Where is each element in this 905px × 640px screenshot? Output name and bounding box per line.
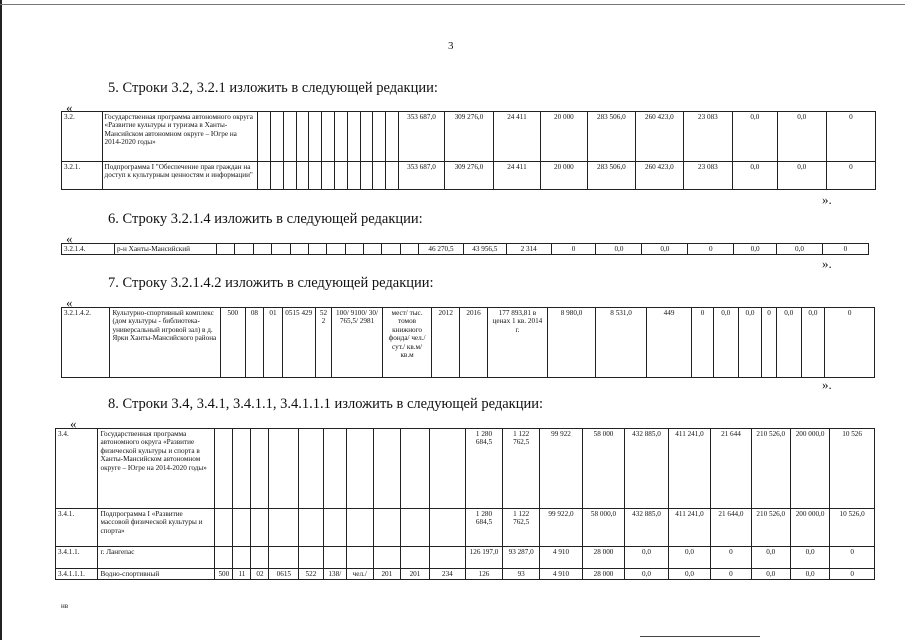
value-cell: 0,0 [732, 112, 777, 162]
row-name: р-н Ханты-Мансийский [115, 244, 217, 255]
value-cell: 58 000,0 [582, 509, 624, 547]
cell-c3: 02 [251, 569, 269, 580]
section-6-open-quote: « [66, 231, 73, 246]
cell-c6: 138/ [323, 569, 346, 580]
value-cell: 0 [692, 308, 714, 378]
value-cell: 0 [688, 244, 734, 255]
value-cell: 0 [822, 244, 868, 255]
value-cell: 0,0 [790, 547, 829, 569]
page-number: 3 [448, 40, 454, 52]
cell-c5: 52 2 [315, 308, 332, 378]
value-cell: 23 083 [683, 112, 732, 162]
value-cell: 0,0 [777, 112, 826, 162]
section-6-close-quote: ». [822, 256, 832, 271]
row-name: Государственная программа автономного округа «Развитие физической культуры и спорта в Ханты-Мансийском автономном округе – Югре на 2014-2020 годы» [98, 429, 215, 509]
value-cell: 353 687,0 [399, 112, 445, 162]
section-8-table [55, 428, 875, 580]
section-8-heading: 8. Строки 3.4, 3.4.1, 3.4.1.1, 3.4.1.1.1 изложить в следующей редакции: [108, 396, 544, 412]
value-cell: 126 [465, 569, 502, 580]
value-cell: 0,0 [596, 244, 642, 255]
value-cell: 0 [826, 162, 875, 190]
value-cell: 0,0 [751, 547, 790, 569]
cell-c10: 177 893,81 в ценах 1 кв. 2014 г. [488, 308, 548, 378]
cell-c7: мест/ тыс. томов книжного фонда/ чел./ сут./ кв.м/ кв.м [382, 308, 432, 378]
cell-c2: 11 [233, 569, 251, 580]
value-cell: 0 [551, 244, 596, 255]
row-code: 3.4. [56, 429, 98, 509]
cell-c1: 500 [220, 308, 245, 378]
row-name: Подпрограмма I «Развитие массовой физической культуры и спорта» [98, 509, 215, 547]
value-cell: 126 197,0 [465, 547, 502, 569]
value-cell: 93 287,0 [503, 547, 540, 569]
value-cell: 0,0 [625, 547, 669, 569]
value-cell: 0 [826, 112, 875, 162]
value-cell: 20 000 [540, 112, 587, 162]
table-row [62, 244, 869, 255]
value-cell: 24 411 [493, 112, 540, 162]
value-cell: 1 280 684,5 [465, 509, 502, 547]
value-cell: 432 885,0 [625, 429, 669, 509]
value-cell: 0 [711, 569, 751, 580]
value-cell: 8 531,0 [596, 308, 647, 378]
value-cell: 283 506,0 [587, 162, 635, 190]
row-code: 3.2.1.4.2. [62, 308, 110, 378]
value-cell: 432 885,0 [625, 509, 669, 547]
value-cell: 0,0 [801, 308, 825, 378]
cell-c5: 522 [299, 569, 323, 580]
cell-c7: чел./ [346, 569, 373, 580]
value-cell: 43 956,5 [463, 244, 506, 255]
value-cell: 0,0 [734, 244, 777, 255]
value-cell: 28 000 [582, 569, 624, 580]
cell-c8: 2012 [432, 308, 460, 378]
table-row [62, 162, 876, 190]
cell-c9: 201 [401, 569, 430, 580]
value-cell: 99 922 [540, 429, 582, 509]
value-cell: 0,0 [642, 244, 688, 255]
value-cell: 10 526 [830, 429, 875, 509]
value-cell: 210 526,0 [751, 429, 790, 509]
cell-c10: 234 [429, 569, 465, 580]
cell-c3: 01 [264, 308, 283, 378]
value-cell: 99 922,0 [540, 509, 582, 547]
section-5-open-quote: « [66, 100, 73, 115]
cell-c9: 2016 [460, 308, 488, 378]
value-cell: 1 122 762,5 [503, 509, 540, 547]
value-cell: 353 687,0 [399, 162, 445, 190]
value-cell: 46 270,5 [419, 244, 464, 255]
section-7-heading: 7. Строку 3.2.1.4.2 изложить в следующей редакции: [108, 275, 434, 291]
value-cell: 58 000 [582, 429, 624, 509]
row-name: Культурно-спортивный комплекс (дом культуры - библиотека-универсальный игровой зал) в д. Ярки Ханты-Мансийского района [110, 308, 220, 378]
value-cell: 2 314 [506, 244, 551, 255]
value-cell: 8 980,0 [547, 308, 595, 378]
row-name: г. Лангепас [98, 547, 215, 569]
table-row [56, 547, 875, 569]
table-row [62, 308, 875, 378]
row-name: Водно-спортивный [98, 569, 215, 580]
value-cell: 0,0 [738, 308, 762, 378]
value-cell: 0,0 [790, 569, 829, 580]
row-code: 3.4.1.1. [56, 547, 98, 569]
value-cell: 200 000,0 [790, 429, 829, 509]
cell-c1: 500 [215, 569, 233, 580]
table-row [56, 429, 875, 509]
value-cell: 0,0 [713, 308, 738, 378]
cell-c2: 08 [245, 308, 264, 378]
cell-c4: 0615 [269, 569, 299, 580]
value-cell: 283 506,0 [587, 112, 635, 162]
value-cell: 0,0 [668, 569, 710, 580]
value-cell: 21 644,0 [711, 509, 751, 547]
cell-c8: 201 [373, 569, 401, 580]
value-cell: 21 644 [711, 429, 751, 509]
cell-c4: 0515 429 [282, 308, 315, 378]
value-cell: 0,0 [668, 547, 710, 569]
value-cell: 4 910 [540, 569, 582, 580]
section-5-close-quote: ». [822, 192, 832, 207]
row-code: 3.4.1.1.1. [56, 569, 98, 580]
value-cell: 0,0 [777, 244, 823, 255]
value-cell: 411 241,0 [668, 509, 710, 547]
scan-edge-bottom [640, 636, 760, 637]
value-cell: 0,0 [751, 569, 790, 580]
section-6-table [61, 243, 869, 255]
section-8-open-quote: « [70, 416, 77, 431]
section-7-close-quote: ». [822, 377, 832, 392]
value-cell: 0,0 [777, 162, 826, 190]
value-cell: 4 910 [540, 547, 582, 569]
value-cell: 309 276,0 [444, 112, 493, 162]
section-5-table [61, 111, 876, 190]
row-code: 3.4.1. [56, 509, 98, 547]
row-code: 3.2.1. [62, 162, 103, 190]
value-cell: 0,0 [625, 569, 669, 580]
table-row [56, 509, 875, 547]
value-cell: 260 423,0 [635, 112, 683, 162]
scan-edge-left [0, 0, 2, 640]
value-cell: 0,0 [776, 308, 801, 378]
table-row [62, 112, 876, 162]
value-cell: 24 411 [493, 162, 540, 190]
row-name: Подпрограмма I "Обеспечение прав граждан на доступ к культурным ценностям и информации" [102, 162, 258, 190]
value-cell: 0 [711, 547, 751, 569]
value-cell: 411 241,0 [668, 429, 710, 509]
value-cell: 20 000 [540, 162, 587, 190]
section-7-open-quote: « [66, 295, 73, 310]
table-row [56, 569, 875, 580]
value-cell: 210 526,0 [751, 509, 790, 547]
value-cell: 200 000,0 [790, 509, 829, 547]
value-cell: 0 [825, 308, 875, 378]
row-code: 3.2.1.4. [62, 244, 115, 255]
scan-edge-top [0, 4, 905, 5]
value-cell: 28 000 [582, 547, 624, 569]
footer-mark: нв [61, 602, 69, 610]
section-7-table [61, 307, 875, 378]
value-cell: 23 083 [683, 162, 732, 190]
value-cell: 0 [830, 569, 875, 580]
value-cell: 0 [762, 308, 776, 378]
cell-c6: 100/ 9100/ 30/ 765,5/ 2981 [332, 308, 383, 378]
value-cell: 260 423,0 [635, 162, 683, 190]
value-cell: 93 [503, 569, 540, 580]
row-code: 3.2. [62, 112, 103, 162]
section-6-heading: 6. Строку 3.2.1.4 изложить в следующей редакции: [108, 211, 423, 227]
value-cell: 10 526,0 [830, 509, 875, 547]
value-cell: 0,0 [732, 162, 777, 190]
section-5-heading: 5. Строки 3.2, 3.2.1 изложить в следующей редакции: [108, 80, 438, 96]
value-cell: 449 [646, 308, 691, 378]
value-cell: 0 [830, 547, 875, 569]
row-name: Государственная программа автономного округа «Развитие культуры и туризма в Ханты-Мансийском автономном округе – Югре на 2014-2020 годы» [102, 112, 258, 162]
value-cell: 309 276,0 [444, 162, 493, 190]
value-cell: 1 122 762,5 [503, 429, 540, 509]
value-cell: 1 280 684,5 [465, 429, 502, 509]
